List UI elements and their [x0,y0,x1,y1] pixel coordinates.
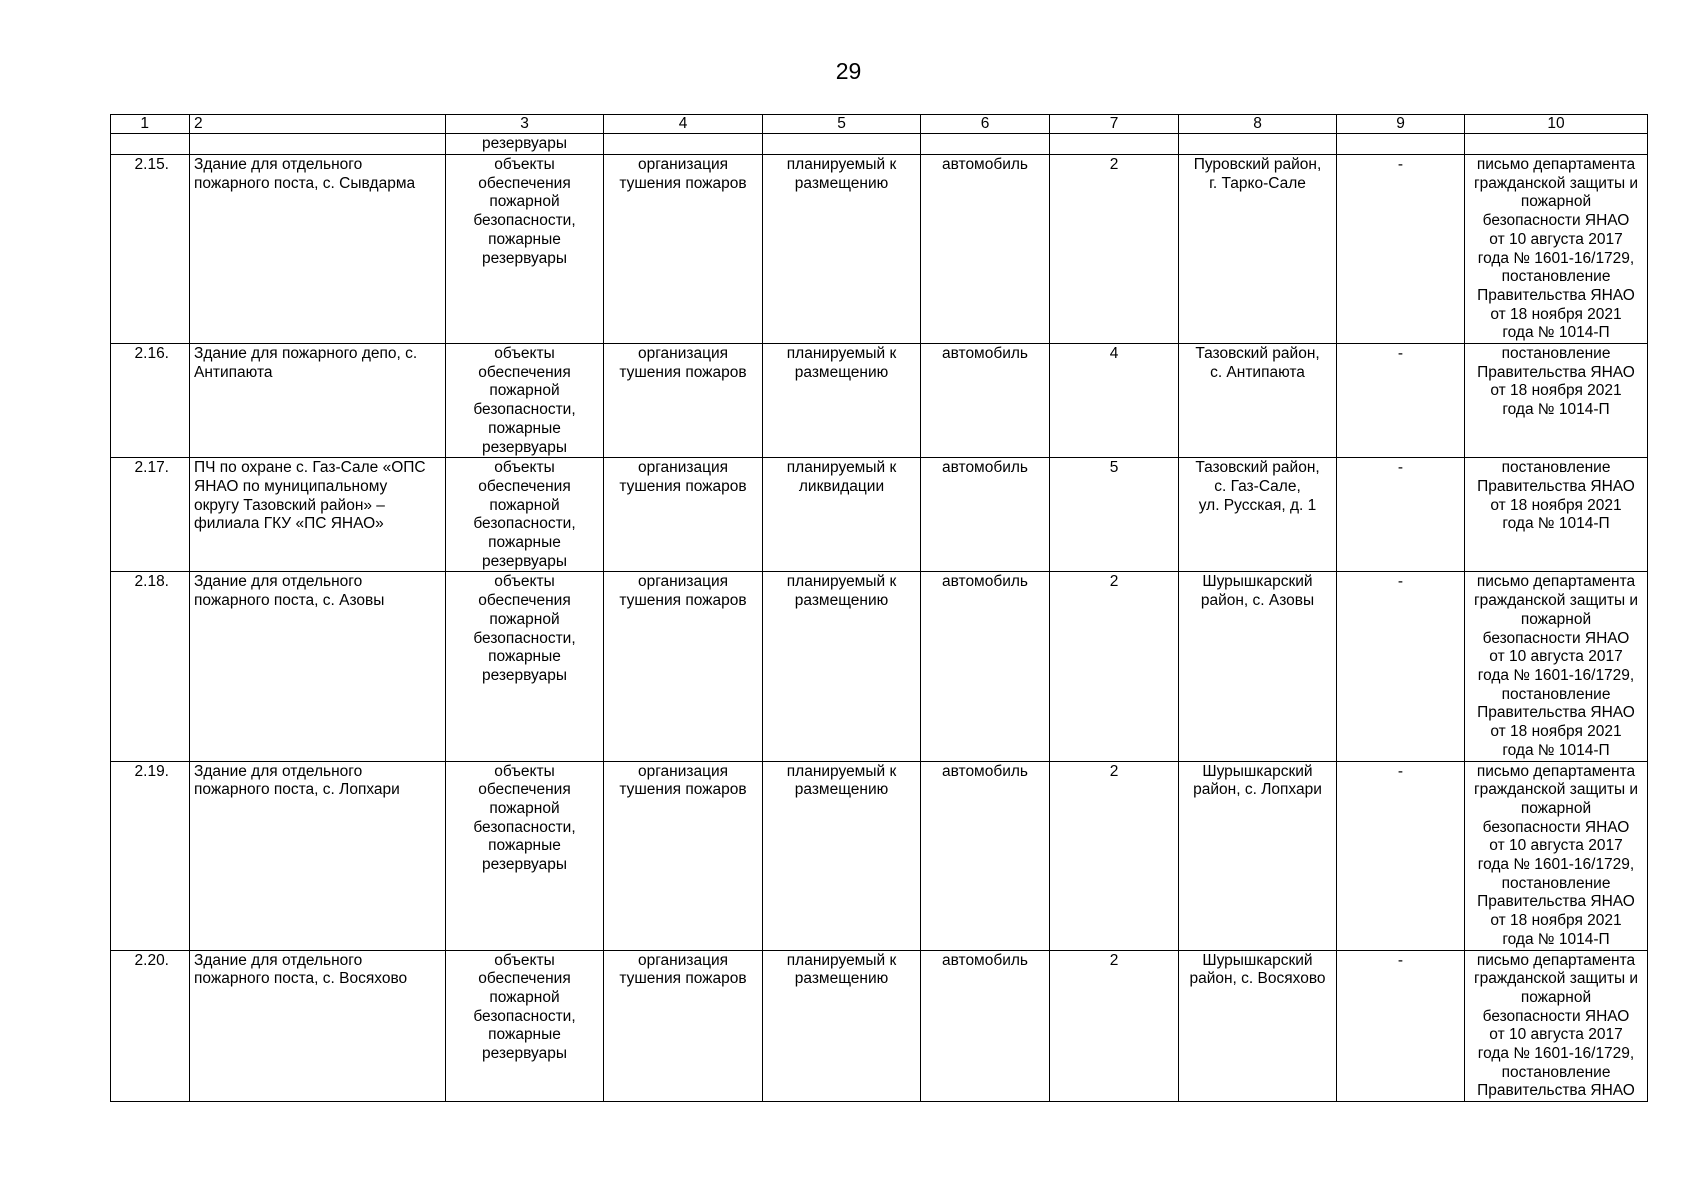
column-number: 6 [921,115,1050,134]
object-type-line: безопасности, [473,515,576,533]
object-type-line: обеспечения [478,592,571,610]
legal-basis-line: от 10 августа 2017 [1489,837,1623,855]
table-cell [604,134,763,155]
legal-basis-line: письмо департамента [1476,156,1636,173]
object-name-line: Здание для отдельного [194,762,363,780]
object-type-line: резервуары [482,438,567,456]
table-cell [111,134,190,155]
object-type-line: резервуары [482,249,567,267]
object-type-line: безопасности, [473,212,576,230]
object-type-line: резервуары [482,666,567,684]
transport-access: автомобиль [921,761,1050,950]
object-location [1179,155,1337,344]
object-status [763,344,921,458]
object-status-line: ликвидации [798,477,885,495]
legal-basis [1465,155,1648,344]
table-cell [763,134,921,155]
column-9-value: - [1337,572,1465,761]
object-location-line: Тазовский район, [1195,345,1320,363]
legal-basis-line: от 18 ноября 2021 [1490,496,1622,514]
object-type-line: пожарные [488,837,561,855]
count-value: 4 [1050,344,1179,458]
object-type [446,761,604,950]
object-location-line: с. Газ-Сале, [1214,477,1301,495]
legal-basis-line: от 18 ноября 2021 [1490,305,1622,323]
column-number: 8 [1179,115,1337,134]
object-name-line: пожарного поста, с. Азовы [194,592,385,610]
legal-basis-line: гражданской защиты и [1473,781,1639,799]
legal-basis-line: года № 1014-П [1502,401,1610,419]
object-type [446,572,604,761]
object-type-line: объекты [494,345,555,363]
legal-basis-line: года № 1014-П [1502,324,1610,342]
object-type-line: безопасности, [473,1007,576,1025]
object-name-line: Здание для пожарного депо, с. [194,345,418,363]
object-location-line: Пуровский район, [1193,156,1322,173]
object-type-line: обеспечения [478,363,571,381]
object-type-line: безопасности, [473,401,576,419]
column-number: 5 [763,115,921,134]
object-status-line: размещению [794,781,889,799]
object-type-line: обеспечения [478,477,571,495]
table-row [111,950,1648,1102]
legal-basis [1465,950,1648,1102]
table-body [111,115,1648,1102]
legal-basis-line: Правительства ЯНАО [1477,704,1635,722]
table-cell [1050,134,1179,155]
object-type-line: обеспечения [478,174,571,192]
objects-table [110,114,1648,1102]
object-location-line: Шурышкарский [1202,762,1313,780]
legal-basis [1465,572,1648,761]
column-number: 3 [446,115,604,134]
legal-basis-line: постановление [1501,874,1611,892]
object-location-line: Шурышкарский [1202,951,1313,969]
count-value: 5 [1050,458,1179,572]
object-type-line: объекты [494,951,555,969]
legal-basis [1465,344,1648,458]
legal-basis-line: гражданской защиты и [1473,592,1639,610]
object-purpose [604,344,763,458]
table-cell [1465,134,1648,155]
object-name-line: филиала ГКУ «ПС ЯНАО» [194,515,384,533]
object-purpose-line: организация [637,345,729,363]
object-status-line: планируемый к [786,951,897,969]
legal-basis-line: гражданской защиты и [1473,174,1639,192]
column-number: 10 [1465,115,1648,134]
object-purpose [604,950,763,1102]
legal-basis-line: безопасности ЯНАО [1482,629,1630,647]
transport-access: автомобиль [921,572,1050,761]
object-status-line: размещению [794,592,889,610]
object-location-line: Тазовский район, [1195,459,1320,477]
object-type-line: резервуары [482,552,567,570]
legal-basis-line: гражданской защиты и [1473,970,1639,988]
object-purpose-line: организация [637,573,729,591]
object-type [446,950,604,1102]
continuation-row [111,134,1648,155]
object-purpose-line: организация [637,951,729,969]
count-value: 2 [1050,572,1179,761]
legal-basis-line: пожарной [1520,988,1592,1006]
object-name [190,344,446,458]
legal-basis-line: письмо департамента [1476,951,1636,969]
object-purpose-line: тушения пожаров [619,781,747,799]
object-name-line: пожарного поста, с. Восяхово [194,970,408,988]
column-number: 2 [190,115,446,134]
object-purpose-line: тушения пожаров [619,970,747,988]
object-purpose-line: организация [637,459,729,477]
object-location [1179,761,1337,950]
object-location-line: с. Антипаюта [1210,363,1305,381]
column-number: 9 [1337,115,1465,134]
row-number: 2.20. [111,950,190,1102]
object-type-line: безопасности, [473,818,576,836]
column-9-value: - [1337,458,1465,572]
table-row [111,761,1648,950]
table-cell [190,134,446,155]
object-type-line: пожарной [489,799,560,817]
object-status-line: планируемый к [786,573,897,591]
count-value: 2 [1050,950,1179,1102]
object-type-line: обеспечения [478,781,571,799]
object-name-line: Здание для отдельного [194,156,363,173]
legal-basis-line: года № 1014-П [1502,930,1610,948]
legal-basis-line: Правительства ЯНАО [1477,477,1635,495]
object-location-line: г. Тарко-Сале [1209,174,1306,192]
object-location [1179,458,1337,572]
object-type-line: объекты [494,156,555,173]
legal-basis-line: постановление [1501,459,1611,477]
object-location-line: ул. Русская, д. 1 [1198,496,1317,514]
object-name [190,155,446,344]
legal-basis-line: от 10 августа 2017 [1489,648,1623,666]
object-purpose-line: тушения пожаров [619,174,747,192]
object-purpose [604,761,763,950]
object-type-line: пожарные [488,648,561,666]
object-status [763,761,921,950]
transport-access: автомобиль [921,458,1050,572]
column-number: 4 [604,115,763,134]
legal-basis-line: года № 1014-П [1502,741,1610,759]
legal-basis [1465,458,1648,572]
table-row [111,572,1648,761]
table-cell [921,134,1050,155]
object-status-line: планируемый к [786,345,897,363]
page-number: 29 [835,58,862,84]
row-number: 2.17. [111,458,190,572]
object-location [1179,572,1337,761]
object-type-line: пожарные [488,419,561,437]
count-value: 2 [1050,761,1179,950]
row-number: 2.19. [111,761,190,950]
object-location-line: Шурышкарский [1202,573,1313,591]
legal-basis-line: постановление [1501,685,1611,703]
object-type-line: объекты [494,459,555,477]
column-9-value: - [1337,761,1465,950]
column-number: 7 [1050,115,1179,134]
row-number: 2.16. [111,344,190,458]
legal-basis-line: письмо департамента [1476,762,1636,780]
legal-basis-line: года № 1601-16/1729, [1477,1045,1635,1063]
object-name-line: пожарного поста, с. Лопхари [194,781,400,799]
object-purpose-line: тушения пожаров [619,363,747,381]
object-status-line: планируемый к [786,762,897,780]
object-location-line: район, с. Азовы [1200,592,1315,610]
transport-access: автомобиль [921,344,1050,458]
legal-basis-line: от 10 августа 2017 [1489,1026,1623,1044]
object-name [190,950,446,1102]
legal-basis-line: пожарной [1520,799,1592,817]
object-name-line: округу Тазовский район» – [194,496,385,514]
column-9-value: - [1337,155,1465,344]
object-type-line: пожарной [489,496,560,514]
object-status [763,155,921,344]
object-location [1179,344,1337,458]
legal-basis-line: пожарной [1520,193,1592,211]
object-purpose [604,458,763,572]
object-purpose-line: организация [637,762,729,780]
object-name-line: Здание для отдельного [194,951,363,969]
table-row [111,155,1648,344]
object-purpose-line: организация [637,156,729,173]
legal-basis-line: года № 1601-16/1729, [1477,666,1635,684]
legal-basis-line: безопасности ЯНАО [1482,1007,1630,1025]
object-type-line: пожарные [488,230,561,248]
transport-access: автомобиль [921,950,1050,1102]
object-type-line: пожарные [488,1026,561,1044]
legal-basis-line: безопасности ЯНАО [1482,212,1630,230]
object-name-line: Антипаюта [194,363,273,381]
object-name-line: ПЧ по охране с. Газ-Сале «ОПС [194,459,426,477]
row-number: 2.18. [111,572,190,761]
legal-basis-line: пожарной [1520,610,1592,628]
object-location-line: район, с. Восяхово [1189,970,1326,988]
object-type [446,458,604,572]
object-type-line: пожарной [489,193,560,211]
table-cell: резервуары [446,134,604,155]
legal-basis-line: от 10 августа 2017 [1489,230,1623,248]
object-name [190,458,446,572]
legal-basis-line: постановление [1501,1063,1611,1081]
object-type-line: пожарной [489,610,560,628]
object-name [190,572,446,761]
object-type-line: объекты [494,762,555,780]
object-status-line: планируемый к [786,156,897,173]
object-status-line: размещению [794,363,889,381]
legal-basis-line: Правительства ЯНАО [1477,363,1635,381]
legal-basis-line: года № 1014-П [1502,515,1610,533]
table-row [111,344,1648,458]
legal-basis [1465,761,1648,950]
legal-basis-line: безопасности ЯНАО [1482,818,1630,836]
object-status-line: планируемый к [786,459,897,477]
object-type-line: обеспечения [478,970,571,988]
object-name-line: ЯНАО по муниципальному [194,477,388,495]
object-status [763,950,921,1102]
object-purpose-line: тушения пожаров [619,477,747,495]
column-9-value: - [1337,344,1465,458]
object-type-line: резервуары [482,1045,567,1063]
object-type-line: пожарной [489,988,560,1006]
transport-access: автомобиль [921,155,1050,344]
column-number-row [111,115,1648,134]
object-status [763,572,921,761]
object-type-line: пожарные [488,534,561,552]
object-location [1179,950,1337,1102]
column-number: 1 [111,115,190,134]
legal-basis-line: Правительства ЯНАО [1477,286,1635,304]
count-value: 2 [1050,155,1179,344]
table-cell [1337,134,1465,155]
object-status-line: размещению [794,970,889,988]
object-type-line: безопасности, [473,629,576,647]
legal-basis-line: Правительства ЯНАО [1477,893,1635,911]
object-purpose [604,155,763,344]
legal-basis-line: Правительства ЯНАО [1477,1082,1635,1100]
legal-basis-line: письмо департамента [1476,573,1636,591]
column-9-value: - [1337,950,1465,1102]
object-type [446,155,604,344]
object-type-line: резервуары [482,856,567,874]
object-status-line: размещению [794,174,889,192]
object-purpose [604,572,763,761]
object-name-line: Здание для отдельного [194,573,363,591]
legal-basis-line: постановление [1501,268,1611,286]
legal-basis-line: от 18 ноября 2021 [1490,912,1622,930]
row-number: 2.15. [111,155,190,344]
object-type [446,344,604,458]
legal-basis-line: года № 1601-16/1729, [1477,249,1635,267]
legal-basis-line: от 18 ноября 2021 [1490,723,1622,741]
object-name [190,761,446,950]
object-purpose-line: тушения пожаров [619,592,747,610]
legal-basis-line: постановление [1501,345,1611,363]
object-status [763,458,921,572]
object-type-line: объекты [494,573,555,591]
table-cell [1179,134,1337,155]
object-type-line: пожарной [489,382,560,400]
object-location-line: район, с. Лопхари [1193,781,1322,799]
legal-basis-line: от 18 ноября 2021 [1490,382,1622,400]
object-name-line: пожарного поста, с. Сывдарма [194,174,416,192]
table-row [111,458,1648,572]
legal-basis-line: года № 1601-16/1729, [1477,856,1635,874]
